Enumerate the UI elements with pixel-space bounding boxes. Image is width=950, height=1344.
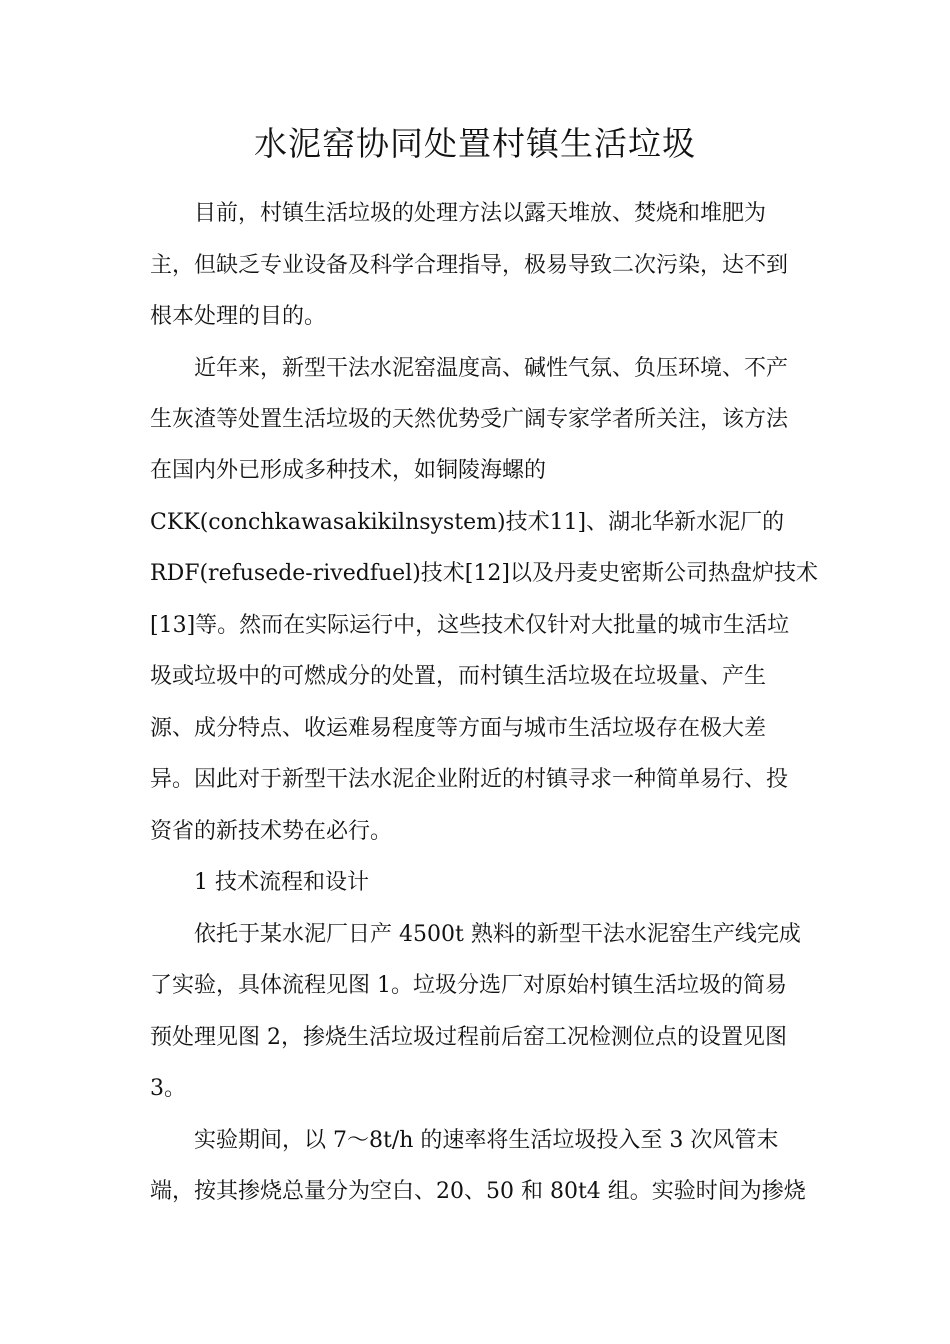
paragraph-line: RDF(refusede-rivedfuel)技术[12]以及丹麦史密斯公司热盘炉技术 bbox=[150, 561, 818, 586]
paragraph-line: 资省的新技术势在必行。 bbox=[150, 819, 393, 844]
paragraph-line: [13]等。然而在实际运行中，这些技术仅针对大批量的城市生活垃 bbox=[150, 613, 790, 638]
paragraph-line: 异。因此对于新型干法水泥企业附近的村镇寻求一种简单易行、投 bbox=[150, 767, 789, 792]
paragraph-line: 生灰渣等处置生活垃圾的天然优势受广阔专家学者所关注，该方法 bbox=[150, 407, 789, 432]
paragraph-line: 目前，村镇生活垃圾的处理方法以露天堆放、焚烧和堆肥为 bbox=[194, 201, 767, 226]
document-title: 水泥窑协同处置村镇生活垃圾 bbox=[254, 124, 696, 163]
paragraph-line: 主，但缺乏专业设备及科学合理指导，极易导致二次污染，达不到 bbox=[150, 253, 789, 278]
paragraph-line: 实验期间，以 7～8t/h 的速率将生活垃圾投入至 3 次风管末 bbox=[194, 1128, 779, 1153]
paragraph-line: 3。 bbox=[150, 1076, 186, 1101]
paragraph-line: 在国内外已形成多种技术，如铜陵海螺的 bbox=[150, 458, 547, 483]
paragraph-line: 近年来，新型干法水泥窑温度高、碱性气氛、负压环境、不产 bbox=[194, 356, 789, 381]
paragraph-line: 依托于某水泥厂日产 4500t 熟料的新型干法水泥窑生产线完成 bbox=[194, 922, 801, 947]
section-heading: 1 技术流程和设计 bbox=[194, 870, 369, 895]
paragraph-line: 了实验，具体流程见图 1。垃圾分选厂对原始村镇生活垃圾的简易 bbox=[150, 973, 787, 998]
paragraph-line: 端，按其掺烧总量分为空白、20、50 和 80t4 组。实验时间为掺烧 bbox=[150, 1179, 806, 1204]
paragraph-line: 预处理见图 2，掺烧生活垃圾过程前后窑工况检测位点的设置见图 bbox=[150, 1025, 787, 1050]
paragraph-line: 源、成分特点、收运难易程度等方面与城市生活垃圾存在极大差 bbox=[150, 716, 767, 741]
paragraph-line: 圾或垃圾中的可燃成分的处置，而村镇生活垃圾在垃圾量、产生 bbox=[150, 664, 767, 689]
paragraph-line: 根本处理的目的。 bbox=[150, 304, 327, 329]
paragraph-line: CKK(conchkawasakikilnsystem)技术11]、湖北华新水泥厂的 bbox=[150, 510, 785, 535]
